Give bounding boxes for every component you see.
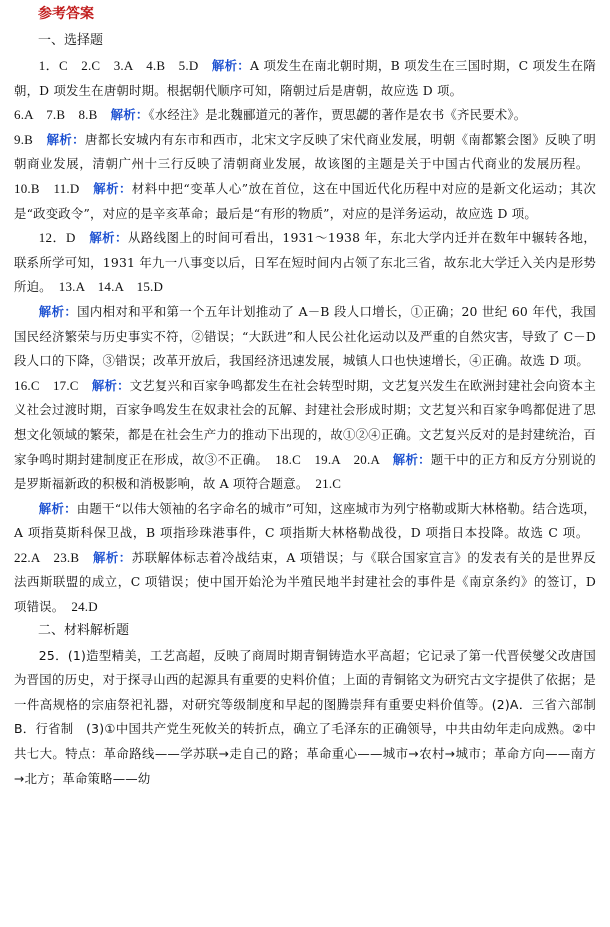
answer-paragraph-6 — [14, 497, 596, 620]
analysis-text: 从路线图上的时间可看出，1931～1938 年，东北大学内迁并在数年中辗转各地，联系所学可知，1931 年九一八事变以后，日军在短时间内占领了东北三省，故东北大学迁入关内是形势所迫。 — [14, 230, 597, 295]
answer-paragraph-25: 25．(1)造型精美，工艺高超，反映了商周时期青铜铸造水平高超；它记录了第一代晋侯燮父改唐国为晋国的历史，对于探寻山西的起源具有重要的史料价值；上面的青铜铭文为研究古文字提供了依据；是一件高规格的宗庙祭祀礼器，对研究等级制度和早起的图腾崇拜有重要史料价值等。(2)A．三省六部制 B．行省制 (3)①中国共产党生死攸关的转折点，确立了毛泽东的正确领导，中共由幼年走向成熟。②中共七大。特点：革命路线——学苏联→走自己的路；革命重心——城市→农村→城市；革命方向——南方→北方；革命策略——幼 — [14, 647, 609, 786]
answer-list: 16.C 17.C — [14, 353, 596, 393]
answer-paragraph-5 — [14, 300, 596, 497]
answer-list: 24.D — [58, 599, 98, 615]
analysis-label: 解析： — [93, 549, 132, 565]
answer-list: 1．C 2.C 3.A 4.B 5.D — [38, 58, 212, 73]
analysis-label: 解析： — [46, 131, 85, 147]
section-heading-choice: 一、选择题 — [38, 33, 104, 48]
analysis-text: 文艺复兴和百家争鸣都发生在社会转型时期，文艺复兴发生在欧洲封建社会向资本主义社会过渡时期，百家争鸣发生在奴隶社会的瓦解、封建社会形成时期；文艺复兴和百家争鸣都促进了思想文化领域的繁荣，都是在社会生产力的推动下出现的，故①②④正确。文艺复兴反对的是封建统治，百家争鸣时期封建制度正在形成，故③不正确。 — [14, 377, 596, 467]
answer-paragraph-2 — [14, 103, 596, 128]
section-heading-material: 二、材料解析题 — [38, 622, 130, 638]
analysis-label: 解析： — [38, 500, 77, 516]
analysis-label: 解析： — [89, 230, 128, 246]
answer-list: 22.A 23.B — [14, 525, 596, 565]
answer-list: 10.B 11.D — [14, 156, 596, 196]
answer-list: 9.B — [14, 131, 47, 147]
analysis-text: 题干中的正方和反方分别说的是罗斯福新政的积极和消极影响，故 A 项符合题意。 — [14, 451, 596, 492]
analysis-text: 国内相对和平和第一个五年计划推动了 A－B 段人口增长，①正确；20 世纪 60 年代，我国国民经济繁荣与历史事实不符，②错误；“大跃进”和人民公社化运动以及严重的自然灾害，导致了 C－D 段人口的下降，③错误；改革开放后，我国经济迅速发展，城镇人口也快速增长，④正确。故选 D 项。 — [14, 303, 596, 369]
analysis-text: 由题干“以伟大领袖的名字命名的城市”可知，这座城市为列宁格勒或斯大林格勒。结合选项，A 项指莫斯科保卫战，B 项指珍珠港事件，C 项指斯大林格勒战役，D 项指日本投降。故选 C 项。 — [14, 500, 596, 541]
analysis-text: 材料中把“变革人心”放在首位，这在中国近代化历程中对应的是新文化运动；其次是“政变政令”，对应的是辛亥革命；最后是“有形的物质”，对应的是洋务运动，故应选 D 项。 — [14, 180, 596, 221]
analysis-text: 苏联解体标志着冷战结束，A 项错误；与《联合国家宣言》的发表有关的是世界反法西斯联盟的成立，C 项错误；使中国开始沦为半殖民地半封建社会的事件是《南京条约》的签订，D 项错误。 — [14, 549, 596, 615]
answer-list: 18.C 19.A 20.A — [261, 451, 393, 467]
analysis-text: 唐都长安城内有东市和西市，北宋文字反映了宋代商业发展，明朝《南都繁会图》反映了明朝商业发展，清朝广州十三行反映了清朝商业发展，故该图的主题是关于中国古代商业的发展历程。 — [14, 131, 596, 172]
analysis-label: 解析： — [110, 107, 149, 123]
answer-list: 6.A 7.B 8.B — [14, 107, 111, 123]
analysis-label: 解析： — [93, 180, 132, 196]
analysis-text: A 项发生在南北朝时期，B 项发生在三国时期，C 项发生在隋朝，D 项发生在唐朝时期。根据朝代顺序可知，隋朝过后是唐朝，故应选 D 项。 — [14, 58, 596, 98]
answer-paragraph-3 — [14, 128, 596, 226]
page-title: 参考答案 — [38, 6, 94, 22]
answer-paragraph-4 — [14, 226, 596, 300]
answer-list: 13.A 14.A 15.D — [45, 279, 164, 295]
answer-paragraph-1 — [14, 54, 596, 103]
analysis-label: 解析： — [392, 451, 431, 467]
analysis-text: 《水经注》是北魏郦道元的著作，贾思勰的著作是农书《齐民要术》。 — [148, 107, 527, 123]
analysis-label: 解析： — [38, 303, 78, 319]
analysis-label: 解析： — [91, 377, 130, 393]
answer-list: 12．D — [38, 230, 90, 246]
answer-list: 21.C — [302, 476, 342, 492]
analysis-label: 解析： — [211, 58, 251, 73]
